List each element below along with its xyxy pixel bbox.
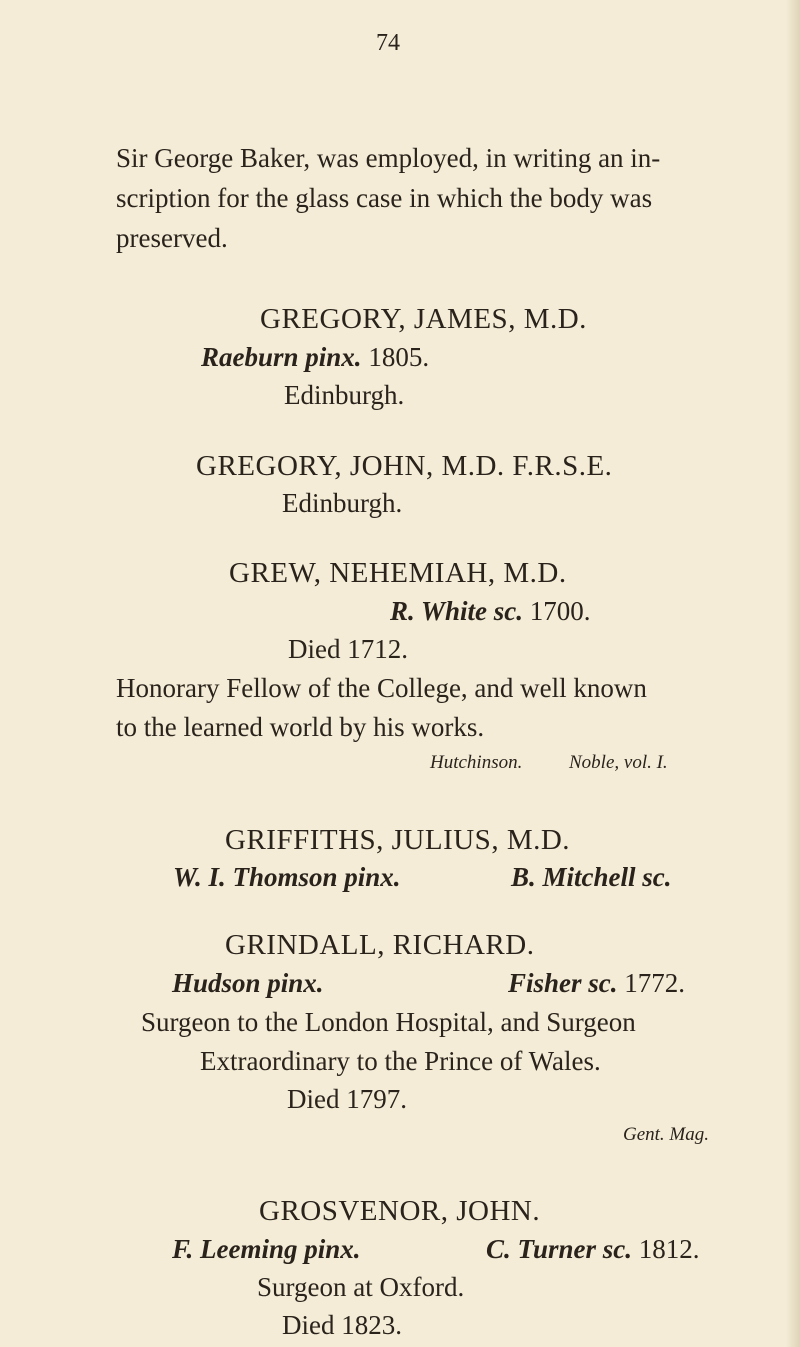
entry-note: Honorary Fellow of the College, and well known (116, 673, 647, 703)
entry-name: GREW, NEHEMIAH, M.D. (229, 557, 567, 589)
entry-name: GRINDALL, RICHARD. (225, 929, 535, 961)
entry-year: 1772. (624, 968, 686, 998)
entry-died: Died 1823. (282, 1310, 402, 1340)
entry-note: Surgeon at Oxford. (257, 1272, 465, 1302)
intro-line: Sir George Baker, was employed, in writing an in- (116, 143, 661, 173)
artist-credit: F. Leeming pinx. (172, 1234, 361, 1264)
entry-place: Edinburgh. (282, 488, 403, 518)
source-citation: Noble, vol. I. (569, 752, 668, 773)
entry-note: Surgeon to the London Hospital, and Surgeon (141, 1007, 636, 1037)
entry-year: 1805. (368, 342, 430, 372)
entry-name: GRIFFITHS, JULIUS, M.D. (225, 824, 571, 856)
source-citation: Hutchinson. (430, 752, 523, 773)
page-number: 74 (376, 30, 400, 56)
source-citation: Gent. Mag. (623, 1124, 710, 1145)
entry-credit (201, 342, 429, 373)
entry-year: 1812. (638, 1234, 700, 1264)
entry-name: GROSVENOR, JOHN. (259, 1195, 541, 1227)
artist-credit: Hudson pinx. (172, 968, 324, 998)
page-edge-shadow (786, 0, 800, 1347)
entry-note: Extraordinary to the Prince of Wales. (200, 1046, 601, 1076)
artist-credit: W. I. Thomson pinx. (173, 862, 401, 892)
engraver-credit: R. White sc. (390, 596, 524, 626)
artist-credit: Raeburn pinx. (201, 342, 362, 372)
entry-name: GREGORY, JOHN, M.D. F.R.S.E. (196, 450, 613, 482)
intro-line: scription for the glass case in which the body was (116, 183, 653, 213)
entry-name: GREGORY, JAMES, M.D. (260, 303, 587, 335)
engraver-credit: C. Turner sc. (486, 1234, 633, 1264)
entry-credit (390, 596, 591, 627)
entry-died: Died 1712. (288, 634, 408, 664)
entry-note: to the learned world by his works. (116, 712, 485, 742)
intro-line: preserved. (116, 223, 228, 253)
entry-died: Died 1797. (287, 1084, 407, 1114)
engraver-credit: Fisher sc. (508, 968, 618, 998)
entry-year: 1700. (529, 596, 591, 626)
engraver-credit: B. Mitchell sc. (511, 862, 672, 892)
entry-credit (508, 968, 685, 999)
entry-place: Edinburgh. (284, 380, 405, 410)
entry-credit (486, 1234, 700, 1265)
